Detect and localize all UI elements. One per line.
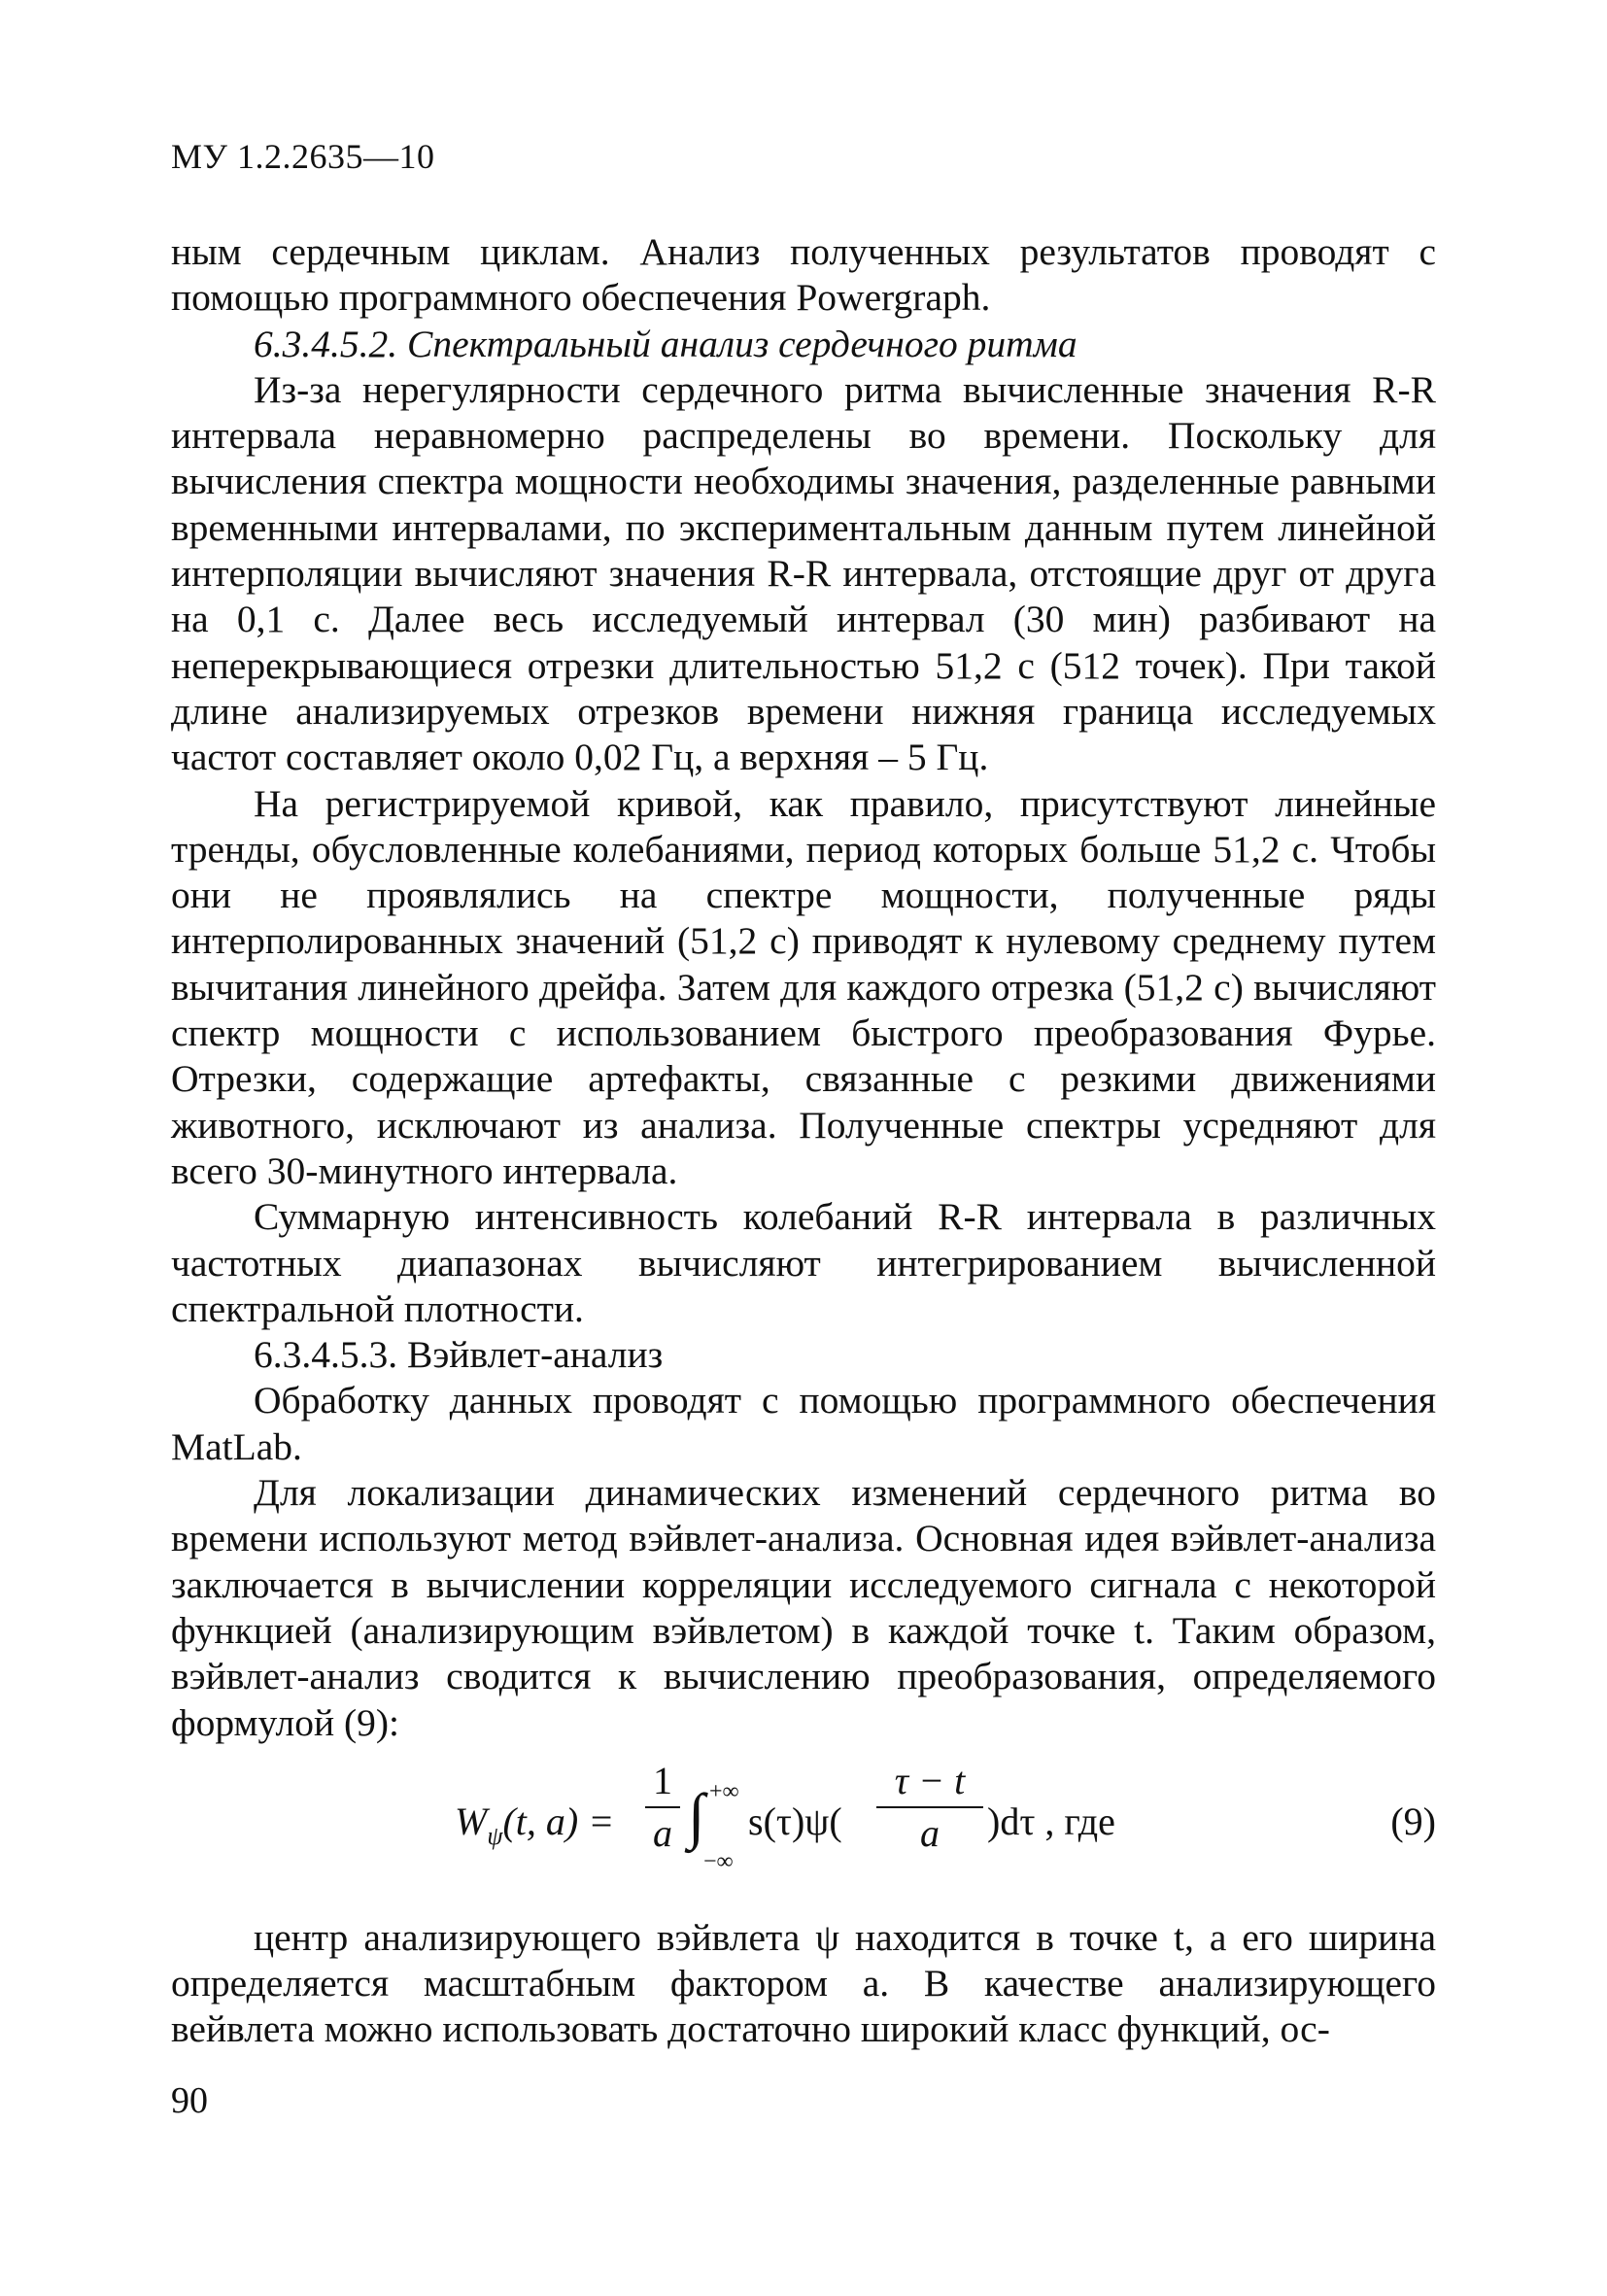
paragraph-rr-interpolation: Из-за нерегулярности сердечного ритма вычисленные значения R-R интервала неравномерно распределены во времени. Поскольку для вычисления спектра мощности необходимы значения, разделенные равными временными интервалами, по экспериментальным данным путем линейной интерполяции вычисляют значения R-R интервала, отстоящие друг от друга на 0,1 с. Далее весь исследуемый интервал (30 мин) разбивают на неперекрывающиеся отрезки длительностью 51,2 с (512 точек). При такой длине анализируемых отрезков времени нижняя граница исследуемых частот составляет около 0,02 Гц, а верхняя – 5 Гц.	[171, 367, 1436, 779]
section-heading-spectral: 6.3.4.5.2. Спектральный анализ сердечного ритма	[254, 322, 1077, 365]
body-text	[171, 229, 1436, 2053]
paragraph-continuation: ным сердечным циклам. Анализ полученных результатов проводят с помощью программного обеспечения Powergraph.	[171, 230, 1436, 320]
formula-tail: )dτ , где	[987, 1799, 1115, 1843]
paragraph-summary-intensity: Суммарную интенсивность колебаний R-R интервала в различных частотных диапазонах вычисляют интегрированием вычисленной спектральной плотности.	[171, 1195, 1436, 1330]
paragraph-linear-trends: На регистрируемой кривой, как правило, присутствуют линейные тренды, обусловленные колебаниями, период которых больше 51,2 с. Чтобы они не проявлялись на спектре мощности, полученные ряды интерполированных значений (51,2 с) приводят к нулевому среднему путем вычитания линейного дрейфа. Затем для каждого отрезка (51,2 с) вычисляют спектр мощности с использованием быстрого преобразования Фурье. Отрезки, содержащие артефакты, связанные с резкими движениями животного, исключают из анализа. Полученные спектры усредняют для всего 30-минутного интервала.	[171, 781, 1436, 1192]
integral-upper-limit: +∞	[709, 1778, 739, 1804]
integral-lower-limit: −∞	[703, 1848, 734, 1874]
paragraph-wavelet-center: центр анализирующего вэйвлета ψ находится в точке t, а его ширина определяется масштабным фактором a. В качестве анализирующего вейвлета можно использовать достаточно широкий класс функций, ос-	[171, 1915, 1436, 2051]
fraction-tau-minus-t-over-a: τ − t a	[876, 1758, 983, 1857]
wavelet-transform-formula	[455, 1756, 1193, 1892]
equation-number: (9)	[1390, 1799, 1436, 1843]
document-code-header: МУ 1.2.2635—10	[171, 137, 435, 176]
formula-9	[171, 1756, 1436, 1892]
formula-lhs: $W_\psi(t$, a) =	[455, 1799, 615, 1850]
integrand: s(τ)ψ(	[748, 1799, 842, 1843]
section-heading-wavelet: 6.3.4.5.3. Вэйвлет-анализ	[254, 1333, 664, 1377]
paragraph-wavelet-idea: Для локализации динамических изменений сердечного ритма во времени используют метод вэйвлет-анализа. Основная идея вэйвлет-анализа заключается в вычислении корреляции исследуемого сигнала с некоторой функцией (анализирующим вэйвлетом) в каждой точке t. Таким образом, вэйвлет-анализ сводится к вычислению преобразования, определяемого формулой (9):	[171, 1471, 1436, 1744]
integral-sign: ∫	[688, 1780, 705, 1850]
page-number: 90	[171, 2080, 208, 2121]
fraction-one-over-a: 1 a	[645, 1758, 680, 1857]
paragraph-matlab: Обработку данных проводят с помощью программного обеспечения MatLab.	[171, 1379, 1436, 1468]
